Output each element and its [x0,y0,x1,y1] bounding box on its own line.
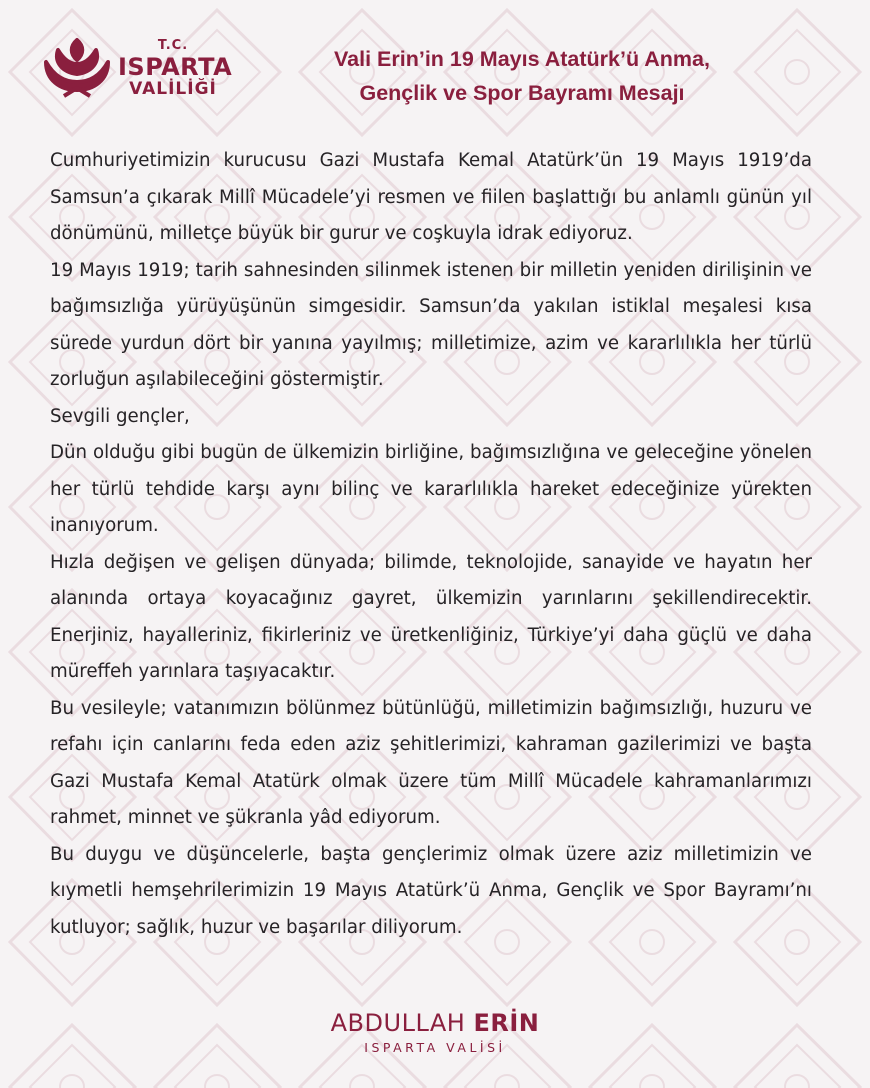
paragraph: Cumhuriyetimizin kurucusu Gazi Mustafa Kemal Atatürk’ün 19 Mayıs 1919’da Samsun’a çıkarak Millî Mücadele’yi resmen ve fiilen başlattığı bu anlamlı günün yıl dönümünü, milletçe büyük bir gurur ve coşkuyla idrak ediyoruz. [50,150,812,244]
logo-tc-label: T.C. [157,38,189,53]
paragraph: Bu duygu ve düşüncelerle, başta gençlerimiz olmak üzere aziz milletimizin ve kıymetli hemşehrilerimizin 19 Mayıs Atatürk’ü Anma, Gençlik ve Spor Bayramı’nı kutluyor; sağlık, huzur ve başarılar diliyorum. [50,843,812,938]
signature-last-name: ERİN [473,1009,540,1037]
paragraph: Bu vesileyle; vatanımızın bölünmez bütünlüğü, milletimizin bağımsızlığı, huzuru ve refahı için canlarını feda eden aziz şehitlerimizi, kahraman gazilerimizi ve başta Gazi Mustafa Kemal Atatürk olmak üzere tüm Millî Mücadele kahramanlarımızı rahmet, minnet ve şükranla yâd ediyorum. [50,697,812,828]
title-line: Gençlik ve Spor Bayramı Mesajı [359,81,685,105]
paragraph: 19 Mayıs 1919; tarih sahnesinden silinmek istenen bir milletin yeniden dirilişinin ve bağımsızlığa yürüyüşünün simgesidir. Samsun’da yakılan istiklal meşalesi kısa sürede yurdun dört bir yanına yayılmış; milletimize, azim ve kararlılıkla her türlü zorluğun aşılabileceğini göstermiştir. [50,259,812,390]
logo-office-label: VALİLİĞİ [129,79,217,99]
paragraph: Hızla değişen ve gelişen dünyada; bilimde, teknolojide, sanayide ve hayatın her alanında ortaya koyacağınız gayret, ülkemizin yarınlarını şekillendirecektir. Enerjiniz, hayalleriniz, fikirleriniz ve üretkenliğiniz, Türkiye’yi daha güçlü ve daha müreffeh yarınlara taşıyacaktır. [50,551,812,682]
signature-name [0,1008,870,1038]
rose-emblem-icon [40,34,114,104]
signature [0,1008,870,1057]
message-body [50,143,812,946]
title-line: Vali Erin’in 19 Mayıs Atatürk’ü Anma, [334,47,710,71]
logo-city-label: ISPARTA [118,53,233,81]
paragraph: Dün olduğu gibi bugün de ülkemizin birliğine, bağımsızlığına ve geleceğine yönelen her türlü tehdide karşı aynı bilinç ve kararlılıkla hareket edeceğinize yürekten inanıyorum. [50,442,812,536]
signature-title: ISPARTA VALİSİ [364,1040,506,1055]
paragraph: Sevgili gençler, [50,405,190,427]
logo [40,34,240,106]
page-title [262,42,782,110]
signature-first-name: ABDULLAH [330,1009,466,1037]
